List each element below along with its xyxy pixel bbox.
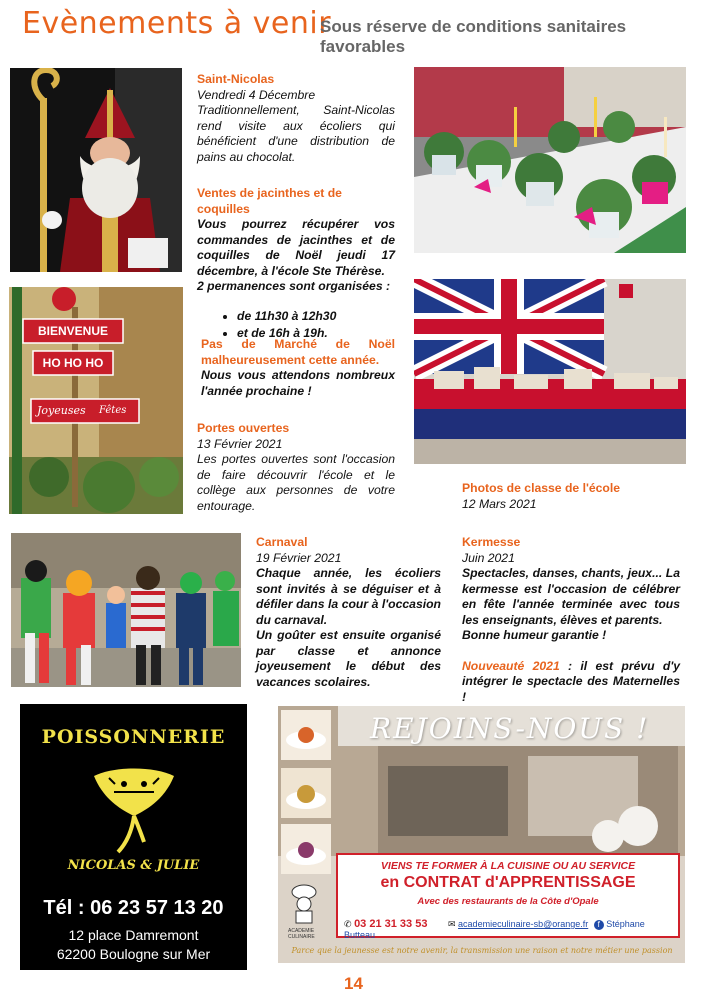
food-thumbnail: [281, 824, 331, 874]
chef-logo-icon: [286, 884, 322, 924]
ventes-heading: Ventes de jacinthes et de coquilles: [197, 186, 342, 216]
saint-nicolas-heading: Saint-Nicolas: [197, 72, 275, 86]
carnaval-text-2: Un goûter est ensuite organisé par classe et annonce joyeusement le début des vacances scolaires.: [256, 628, 441, 689]
section-ventes: [197, 186, 395, 344]
kermesse-new: [462, 659, 680, 706]
facebook-icon: f: [594, 920, 604, 930]
academie-headline: REJOINS-NOUS !: [370, 712, 650, 745]
photo-saint-nicolas: [10, 68, 182, 272]
carnaval-text-1: Chaque année, les écoliers sont invités à se déguiser et à défiler dans la cour à l'occasion du carnaval.: [256, 566, 441, 627]
photos-heading: Photos de classe de l'école: [462, 481, 621, 495]
section-kermesse: [462, 535, 680, 705]
section-photos-classe: [462, 481, 692, 512]
marche-heading: Pas de Marché de Noël malheureusement cette année.: [201, 337, 395, 367]
ad-poissonnerie: [20, 704, 247, 970]
sign-fetes: Fêtes: [99, 405, 127, 416]
academie-panel: [336, 853, 680, 938]
academie-email: academieculinaire-sb@orange.fr: [458, 919, 589, 929]
academie-phone: 03 21 31 33 53: [354, 918, 428, 930]
poissonnerie-address-2: 62200 Boulogne sur Mer: [56, 946, 211, 962]
poissonnerie-name: POISSONNERIE: [41, 726, 226, 748]
section-carnaval: [256, 535, 441, 690]
academie-line-3: Avec des restaurants de la Côte d'Opale: [417, 896, 599, 907]
kermesse-heading: Kermesse: [462, 535, 521, 549]
ventes-slot: • et de 16h à 19h.: [237, 326, 395, 342]
ventes-slot: • de 11h30 à 12h30: [237, 309, 395, 325]
page-subtitle: Sous réserve de conditions sanitaires favorables: [320, 17, 627, 56]
section-marche: [201, 337, 395, 399]
saint-nicolas-text: Traditionnellement, Saint-Nicolas rend visite aux écoliers qui bénéficient d'une distribution de pains au chocolat.: [197, 103, 395, 164]
page-title: Evènements à venir: [22, 6, 332, 41]
kermesse-new-text: : il est prévu d'y intégrer le spectacle des Maternelles !: [462, 658, 681, 704]
academie-facebook: Stéphane Butteau: [344, 919, 645, 940]
food-thumbnail: [281, 768, 331, 818]
ventes-text: Vous pourrez récupérer vos commandes de jacinthes et de coquilles de Noël jeudi 17 décembre, à l'école Ste Thérèse.: [197, 217, 395, 278]
portes-heading: Portes ouvertes: [197, 421, 290, 435]
sign-hohoho: HO HO HO: [42, 356, 104, 370]
kermesse-text: Spectacles, danses, chants, jeux... La kermesse est l'occasion de célébrer en fête l'année terminée avec tous les enseignants, élèves et parents.: [462, 566, 680, 627]
food-thumbnail: [281, 710, 331, 760]
saint-nicolas-date: Vendredi 4 Décembre: [197, 87, 316, 102]
kermesse-new-label: Nouveauté 2021: [462, 658, 560, 673]
marche-text: Nous vous attendons nombreux l'année prochaine !: [201, 368, 395, 398]
photo-plants-table: [414, 67, 686, 253]
photo-bienvenue-signs: [9, 287, 183, 514]
portes-date: 13 Février 2021: [197, 436, 283, 451]
sign-joyeuses: Joyeuses: [37, 404, 86, 417]
phone-icon: ✆: [344, 919, 352, 929]
academie-contact-row: [344, 918, 678, 940]
page-number: 14: [344, 974, 363, 993]
fish-logo-icon: [84, 756, 184, 856]
ad-academie-culinaire: [278, 706, 685, 963]
poissonnerie-phone: Tél : 06 23 57 13 20: [43, 897, 224, 919]
photos-date: 12 Mars 2021: [462, 496, 537, 511]
kermesse-date: Juin 2021: [462, 550, 515, 565]
academie-tagline: Parce que la jeunesse est notre avenir, la transmission une raison et notre métier une passion: [291, 946, 673, 955]
portes-text: Les portes ouvertes sont l'occasion de faire découvrir l'école et le collège aux personnes de votre entourage.: [197, 452, 395, 513]
academie-line-2: en CONTRAT d'APPRENTISSAGE: [380, 874, 636, 891]
email-icon: ✉: [447, 919, 456, 929]
sign-bienvenue: BIENVENUE: [37, 324, 108, 338]
ventes-permanences: 2 permanences sont organisées :: [197, 279, 391, 293]
poissonnerie-owners: NICOLAS & JULIE: [67, 858, 200, 873]
carnaval-heading: Carnaval: [256, 535, 308, 549]
carnaval-date: 19 Février 2021: [256, 550, 342, 565]
section-portes-ouvertes: [197, 421, 395, 514]
photo-market-flag: [414, 279, 686, 464]
photo-carnaval: [11, 533, 241, 687]
academie-logo-text: ACADEMIE CULINAIRE: [288, 928, 315, 940]
kermesse-closing: Bonne humeur garantie !: [462, 628, 607, 642]
section-saint-nicolas: [197, 72, 395, 165]
poissonnerie-address-1: 12 place Damremont: [68, 927, 199, 943]
academie-line-1: VIENS TE FORMER À LA CUISINE OU AU SERVICE: [380, 860, 636, 872]
